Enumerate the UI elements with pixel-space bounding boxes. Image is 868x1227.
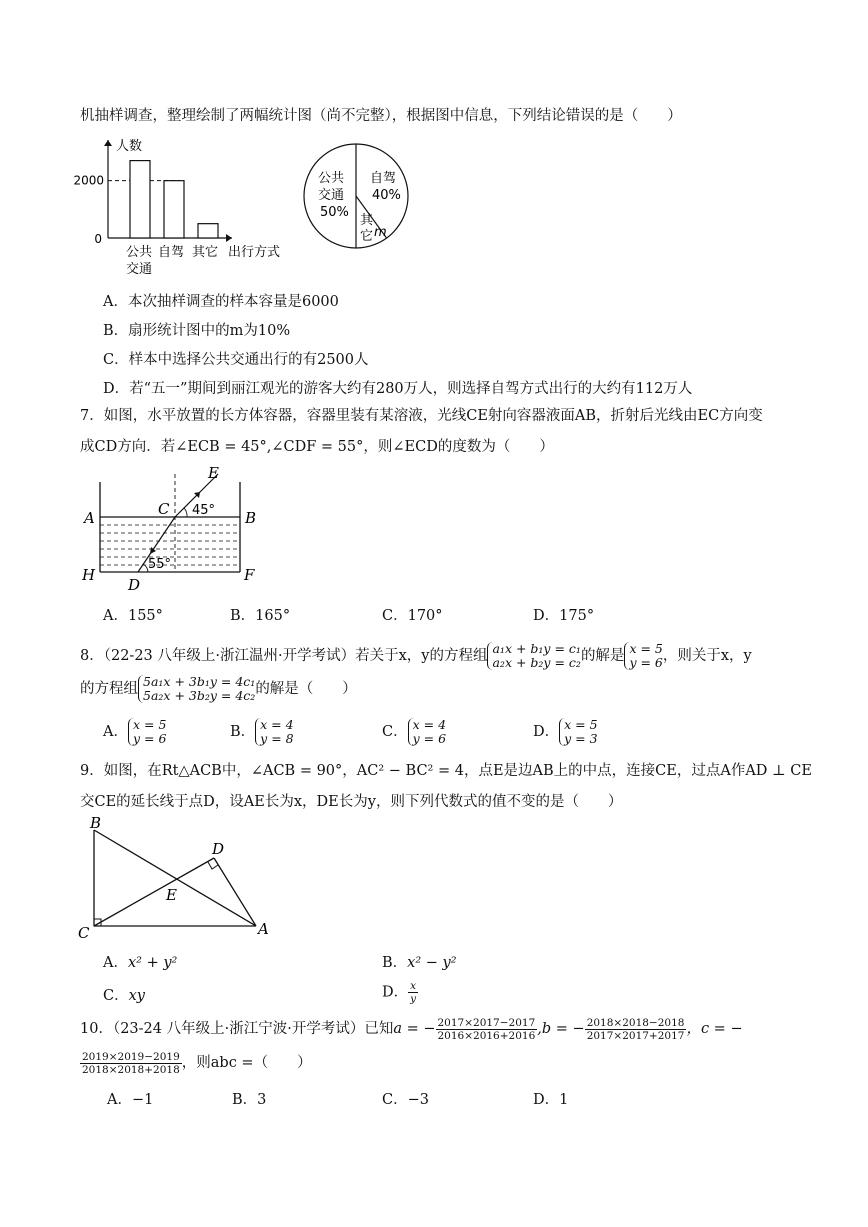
pie-slice-value: 50%: [320, 205, 349, 220]
q10-prefix: 10．（23-24 八年级上·浙江宁波·开学考试）已知: [80, 1021, 394, 1037]
q9-figure: [76, 816, 276, 944]
point-c-label: C: [158, 500, 170, 518]
q6-option-a[interactable]: [103, 290, 339, 311]
q6-option-d[interactable]: [103, 377, 692, 398]
option-label: D．: [533, 608, 560, 624]
pie-slice-label: 公共: [318, 171, 345, 186]
q8-option-b[interactable]: [230, 718, 294, 746]
point-e-label: E: [208, 464, 219, 482]
q9-line2: 交CE的延长线于点D，设AE长为x，DE长为y，则下列代数式的值不变的是（ ）: [80, 794, 623, 810]
x-tick-label: 其它: [192, 245, 219, 260]
y-tick-label: 2000: [73, 173, 104, 188]
equation-row: y = 8: [260, 731, 294, 746]
fraction-numerator: 2017×2017−2017: [437, 1016, 536, 1029]
option-text: 1: [559, 1092, 569, 1108]
equation-row: x = 5: [132, 717, 167, 732]
q8-option-a[interactable]: [103, 718, 166, 746]
solution-system: [624, 642, 662, 670]
pie-slice-label: 其: [360, 213, 374, 228]
fraction-denominator: 2017×2017+2017: [586, 1029, 685, 1042]
equation-row: 5a₂x + 3b₂y = 4c₂: [143, 688, 256, 703]
fraction-denominator: y: [410, 993, 417, 1005]
x-axis-arrow-icon: [226, 234, 232, 242]
q7-option-d[interactable]: [533, 604, 594, 625]
option-label: C．: [382, 608, 408, 624]
q7-figure: [80, 462, 270, 592]
q8-prefix: 8．（22-23 八年级上·浙江温州·开学考试）若关于x，y的方程组: [80, 648, 488, 664]
option-label: A．: [103, 608, 128, 624]
equation-row: x = 4: [260, 717, 294, 732]
q10-c-fraction: [80, 1051, 182, 1076]
point-c-label: C: [78, 924, 90, 942]
x-tick-label: 交通: [126, 262, 153, 277]
q7-option-c[interactable]: [382, 604, 443, 625]
option-label: A．: [107, 1092, 132, 1108]
bar: [130, 161, 150, 238]
equation-row: x = 4: [412, 717, 447, 732]
point-b-label: B: [90, 816, 102, 832]
equation-system-2: [138, 675, 255, 703]
q6-option-b[interactable]: [103, 319, 290, 340]
option-text: 扇形统计图中的m为10%: [128, 323, 291, 339]
fraction-denominator: 2018×2018+2018: [82, 1063, 180, 1076]
q10-a-fraction: [436, 1017, 538, 1042]
option-system: [128, 718, 166, 746]
option-text: −3: [407, 1092, 429, 1108]
pie-slice-label: 交通: [318, 188, 345, 203]
option-label: A．: [103, 724, 128, 740]
equation-row: y = 6: [629, 655, 663, 670]
equation-row: y = 6: [412, 731, 447, 746]
q8-line2-prefix: 的方程组: [80, 681, 138, 697]
option-label: D．: [382, 984, 409, 1001]
q9-option-c[interactable]: [103, 984, 145, 1005]
option-label: A．: [103, 955, 128, 971]
equation-row: a₂x + b₂y = c₂: [492, 655, 581, 670]
q10-b-fraction: [585, 1017, 687, 1042]
option-text: 若“五一”期间到丽江观光的游客大约有280万人，则选择自驾方式出行的大约有112万人: [129, 381, 693, 397]
q10-option-a[interactable]: [107, 1088, 153, 1109]
pie-slice-value: 40%: [372, 188, 401, 203]
q7-line2: 成CD方向．若∠ECB = 45°,∠CDF = 55°，则∠ECD的度数为（ ）: [80, 439, 554, 455]
option-label: C．: [103, 352, 129, 368]
equation-row: 5a₁x + 3b₁y = 4c₁: [143, 674, 256, 689]
option-label: D．: [103, 381, 130, 397]
equation-row: x = 5: [629, 641, 663, 656]
bar-chart: [72, 132, 302, 280]
x-tick-label: 公共: [126, 245, 153, 260]
option-label: D．: [533, 1092, 560, 1108]
q8-mid: 的解是: [580, 648, 625, 664]
angle-arc-ecb: [184, 508, 187, 517]
x-tick-label: 自驾: [158, 245, 185, 260]
q10-a-lhs: a = −: [393, 1021, 436, 1037]
equation-row: a₁x + b₁y = c₁: [492, 641, 581, 656]
pie-slice-label: 它: [360, 229, 374, 244]
option-text: 本次抽样调查的样本容量是6000: [127, 294, 339, 310]
q9-line1: 9．如图，在Rt△ACB中，∠ACB = 90°，AC² − BC² = 4，点E是边AB上的中点，连接CE，过点A作AD ⊥ CE: [80, 763, 812, 779]
q9-option-b[interactable]: [382, 951, 457, 972]
option-label: D．: [533, 724, 560, 740]
equation-row: y = 6: [132, 731, 167, 746]
pie-slice-value: m: [374, 225, 387, 240]
option-text: xy: [128, 988, 145, 1004]
q7-line1: 7．如图，水平放置的长方体容器，容器里装有某溶液，光线CE射向容器液面AB，折射后光线由EC方向变: [80, 408, 763, 424]
fraction-numerator: 2018×2018−2018: [586, 1016, 685, 1029]
fraction-numerator: 2019×2019−2019: [82, 1050, 180, 1063]
equation-row: x = 5: [564, 717, 598, 732]
option-text: x² + y²: [127, 955, 178, 971]
q10-c-lhs: ，c = −: [686, 1021, 743, 1037]
q8-suffix: ，则关于x，y: [662, 648, 752, 664]
q9-option-a[interactable]: [103, 951, 177, 972]
q10-tail: ，则abc =（ ）: [181, 1055, 312, 1071]
q10-line1: [80, 1014, 743, 1044]
q7-option-b[interactable]: [230, 604, 290, 625]
option-system: [408, 718, 446, 746]
pie-slice-label: 自驾: [370, 171, 397, 186]
option-label: C．: [382, 1092, 408, 1108]
fraction-numerator: x: [410, 980, 417, 992]
option-text: 155°: [127, 608, 163, 624]
equation-row: y = 3: [564, 731, 598, 746]
option-label: C．: [382, 724, 408, 740]
option-text: 175°: [559, 608, 595, 624]
q8-line2-suffix: 的解是（ ）: [255, 681, 357, 697]
point-h-label: H: [82, 566, 96, 584]
option-label: B．: [230, 608, 256, 624]
y-tick-label: 0: [94, 232, 102, 246]
segment-cd: [94, 858, 214, 926]
point-a-label: A: [84, 509, 95, 527]
bar: [164, 181, 184, 238]
pie-chart: [300, 138, 412, 256]
point-a-label: A: [258, 920, 269, 938]
option-label: A．: [103, 294, 128, 310]
option-fraction: [408, 980, 418, 1005]
q9-option-d[interactable]: [382, 980, 418, 1005]
option-system: [255, 718, 293, 746]
option-label: B．: [230, 724, 256, 740]
bar: [198, 224, 218, 238]
q8-option-d[interactable]: [533, 718, 598, 746]
option-label: B．: [232, 1092, 258, 1108]
q7-option-a[interactable]: [103, 604, 163, 625]
x-axis-label: 出行方式: [228, 245, 281, 260]
option-text: x² − y²: [407, 955, 457, 971]
option-text: 样本中选择公共交通出行的有2500人: [128, 352, 369, 368]
option-system: [559, 718, 597, 746]
q8-line2: [80, 674, 357, 704]
q10-option-b[interactable]: [232, 1088, 266, 1109]
option-label: C．: [103, 988, 129, 1004]
q10-option-d[interactable]: [533, 1088, 568, 1109]
ray-arrow-icon: [150, 547, 156, 554]
q6-intro: 机抽样调查，整理绘制了两幅统计图（尚不完整），根据图中信息，下列结论错误的是（ ）: [80, 108, 682, 124]
y-axis-label: 人数: [116, 139, 143, 154]
option-text: −1: [131, 1092, 154, 1108]
fraction-denominator: 2016×2016+2016: [437, 1029, 536, 1042]
y-axis-arrow-icon: [104, 140, 112, 146]
point-f-label: F: [244, 566, 255, 584]
point-b-label: B: [245, 509, 257, 527]
equation-system-1: [487, 642, 580, 670]
option-label: B．: [103, 323, 129, 339]
point-e-label: E: [166, 886, 177, 904]
q8-line1: [80, 641, 752, 671]
angle-55-label: 55°: [148, 557, 172, 572]
angle-45-label: 45°: [192, 503, 216, 518]
option-text: 3: [257, 1092, 267, 1108]
q8-option-c[interactable]: [382, 718, 446, 746]
option-label: B．: [382, 955, 408, 971]
option-text: 170°: [407, 608, 443, 624]
q10-option-c[interactable]: [382, 1088, 429, 1109]
q10-b-lhs: ,b = −: [537, 1021, 585, 1037]
point-d-label: D: [212, 840, 225, 858]
segment-ad: [214, 858, 256, 926]
option-text: 165°: [255, 608, 291, 624]
point-d-label: D: [128, 576, 141, 592]
q10-line2: [80, 1048, 312, 1078]
q6-option-c[interactable]: [103, 348, 369, 369]
